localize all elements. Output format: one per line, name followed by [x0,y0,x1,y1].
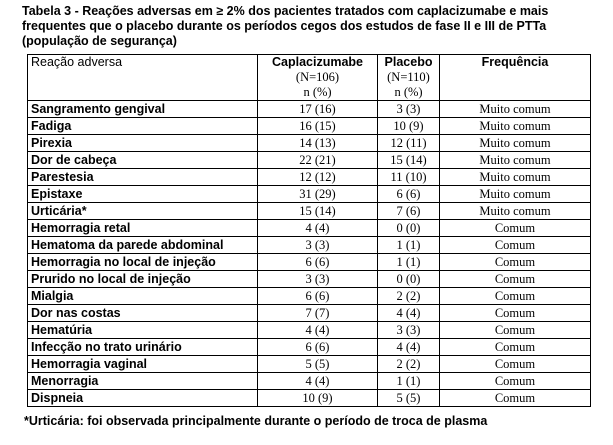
cell-caplacizumab: 6 (6) [258,339,378,356]
header-caplacizumab-label: Caplacizumabe [271,55,363,69]
table-caption: Tabela 3 - Reações adversas em ≥ 2% dos pacientes tratados com caplacizumabe e mais frequentes que o placebo durante os períodos cegos dos estudos de fase II e III de PTTa (população de segurança) [22,4,549,48]
header-placebo-n: (N=110) [387,70,430,84]
cell-caplacizumab: 4 (4) [258,373,378,390]
cell-reaction: Hemorragia vaginal [28,356,258,373]
cell-caplacizumab: 6 (6) [258,254,378,271]
cell-reaction: Urticária* [28,203,258,220]
cell-caplacizumab: 22 (21) [258,152,378,169]
cell-frequency: Muito comum [440,203,591,220]
cell-caplacizumab: 12 (12) [258,169,378,186]
cell-caplacizumab: 7 (7) [258,305,378,322]
header-caplacizumab-n: (N=106) [295,70,340,84]
cell-frequency: Muito comum [440,169,591,186]
table-row [28,356,591,373]
cell-placebo: 0 (0) [378,220,440,237]
header-placebo-unit: n (%) [394,85,423,99]
header-frequency [440,55,591,101]
cell-frequency: Comum [440,220,591,237]
table-footnote: *Urticária: foi observada principalmente durante o período de troca de plasma [24,414,488,428]
header-reaction: Reação adversa [28,55,258,101]
cell-placebo: 4 (4) [378,305,440,322]
cell-placebo: 0 (0) [378,271,440,288]
header-caplacizumab [258,55,378,101]
cell-reaction: Prurido no local de injeção [28,271,258,288]
cell-frequency: Muito comum [440,135,591,152]
table-row [28,169,591,186]
cell-placebo: 2 (2) [378,356,440,373]
cell-frequency: Comum [440,288,591,305]
table-row [28,373,591,390]
cell-placebo: 4 (4) [378,339,440,356]
cell-frequency: Muito comum [440,118,591,135]
table-body [28,101,591,407]
cell-reaction: Parestesia [28,169,258,186]
cell-caplacizumab: 4 (4) [258,322,378,339]
cell-placebo: 1 (1) [378,237,440,254]
table-row [28,305,591,322]
table-row [28,237,591,254]
cell-caplacizumab: 4 (4) [258,220,378,237]
cell-placebo: 11 (10) [378,169,440,186]
cell-frequency: Comum [440,356,591,373]
cell-placebo: 15 (14) [378,152,440,169]
cell-placebo: 3 (3) [378,101,440,118]
header-placebo-label: Placebo [384,55,433,69]
header-frequency-label: Frequência [481,55,549,69]
cell-placebo: 7 (6) [378,203,440,220]
table-row [28,152,591,169]
table-row [28,254,591,271]
header-caplacizumab-unit: n (%) [303,85,332,99]
cell-caplacizumab: 15 (14) [258,203,378,220]
cell-reaction: Hematoma da parede abdominal [28,237,258,254]
cell-caplacizumab: 3 (3) [258,271,378,288]
cell-reaction: Fadiga [28,118,258,135]
cell-caplacizumab: 6 (6) [258,288,378,305]
adverse-reactions-table [27,54,591,407]
table-row [28,220,591,237]
cell-placebo: 6 (6) [378,186,440,203]
table-row [28,390,591,407]
table-row [28,135,591,152]
table-row [28,203,591,220]
cell-caplacizumab: 17 (16) [258,101,378,118]
cell-frequency: Comum [440,390,591,407]
table-row [28,271,591,288]
cell-reaction: Hemorragia no local de injeção [28,254,258,271]
table-row [28,101,591,118]
cell-placebo: 3 (3) [378,322,440,339]
cell-frequency: Comum [440,254,591,271]
cell-frequency: Comum [440,373,591,390]
cell-frequency: Comum [440,271,591,288]
cell-reaction: Hematúria [28,322,258,339]
cell-reaction: Pirexia [28,135,258,152]
cell-frequency: Muito comum [440,186,591,203]
cell-reaction: Hemorragia retal [28,220,258,237]
table-row [28,322,591,339]
cell-frequency: Comum [440,237,591,254]
cell-caplacizumab: 14 (13) [258,135,378,152]
cell-reaction: Menorragia [28,373,258,390]
table-row [28,118,591,135]
cell-frequency: Comum [440,339,591,356]
cell-placebo: 1 (1) [378,254,440,271]
table-row [28,186,591,203]
cell-frequency: Comum [440,322,591,339]
cell-frequency: Muito comum [440,101,591,118]
cell-reaction: Infecção no trato urinário [28,339,258,356]
cell-placebo: 2 (2) [378,288,440,305]
cell-frequency: Comum [440,305,591,322]
cell-placebo: 5 (5) [378,390,440,407]
cell-caplacizumab: 10 (9) [258,390,378,407]
cell-placebo: 1 (1) [378,373,440,390]
cell-caplacizumab: 31 (29) [258,186,378,203]
cell-caplacizumab: 16 (15) [258,118,378,135]
cell-frequency: Muito comum [440,152,591,169]
cell-placebo: 12 (11) [378,135,440,152]
cell-reaction: Dor nas costas [28,305,258,322]
cell-reaction: Dor de cabeça [28,152,258,169]
table-row [28,288,591,305]
table-header-row [28,55,591,101]
header-placebo [378,55,440,101]
table-row [28,339,591,356]
cell-reaction: Mialgia [28,288,258,305]
cell-reaction: Epistaxe [28,186,258,203]
cell-reaction: Dispneia [28,390,258,407]
cell-caplacizumab: 5 (5) [258,356,378,373]
cell-placebo: 10 (9) [378,118,440,135]
cell-reaction: Sangramento gengival [28,101,258,118]
cell-caplacizumab: 3 (3) [258,237,378,254]
